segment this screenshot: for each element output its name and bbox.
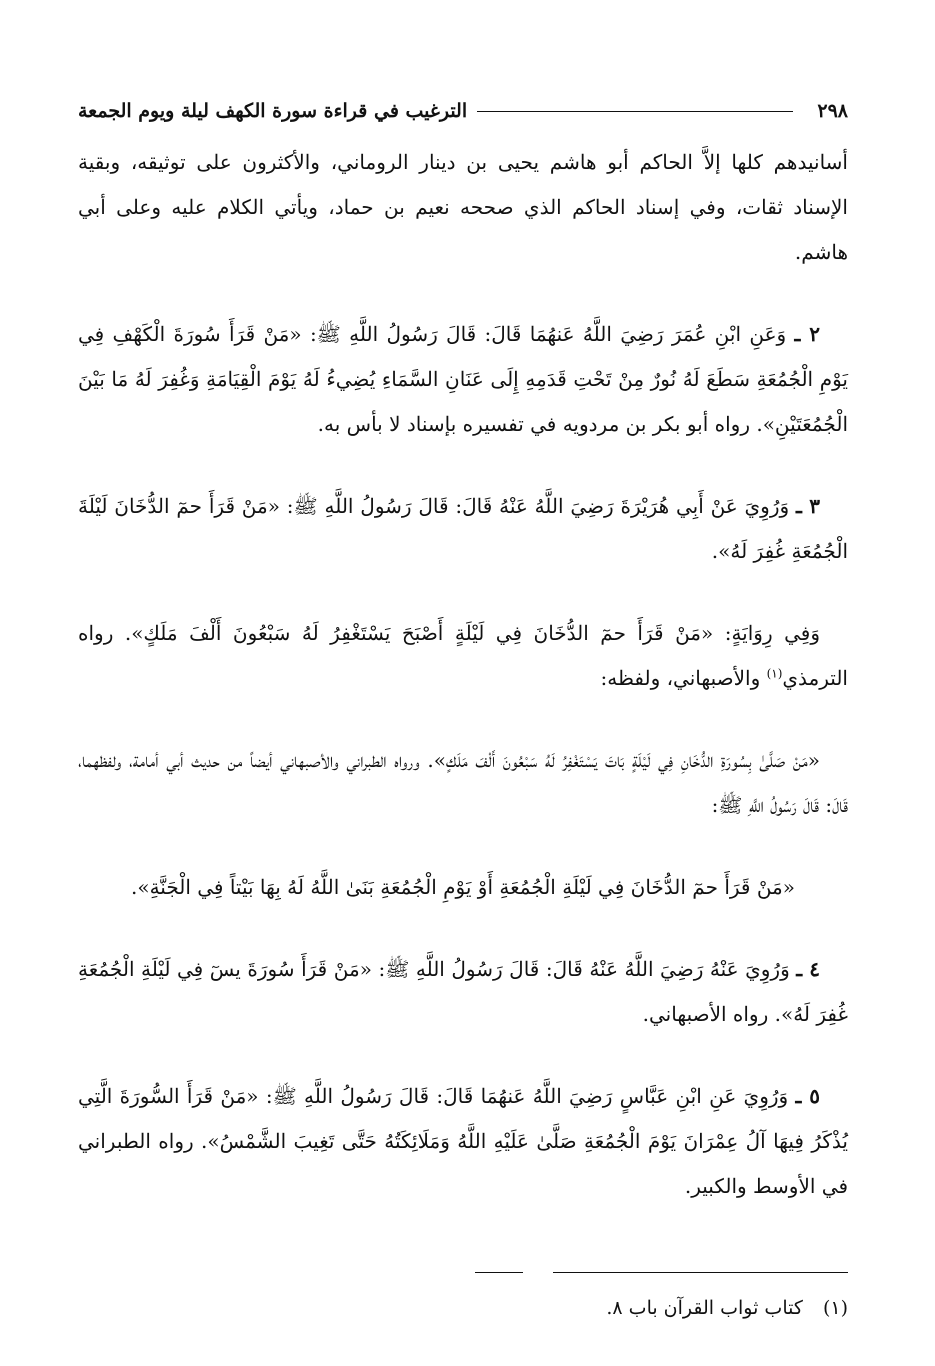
- hadith-text: وَرُوِيَ عَنْهُ رَضِيَ اللَّهُ عَنْهُ قَالَ: قَالَ رَسُولُ اللَّهِ ﷺ: «مَنْ قَرَأَ سُورَةَ يسٓ فِي لَيْلَةِ الْجُمُعَةِ غُفِرَ لَهُ». رواه الأصبهاني.: [78, 957, 848, 1026]
- page-number: ٢٩٨: [817, 100, 848, 122]
- hadith-text: وَرُوِيَ عَنْ أَبِي هُرَيْرَةَ رَضِيَ اللَّهُ عَنْهُ قَالَ: قَالَ رَسُولُ اللَّهِ ﷺ: «مَنْ قَرَأَ حمٓ الدُّخَانَ لَيْلَةَ الْجُمُعَةِ غُفِرَ لَهُ».: [78, 494, 848, 563]
- narration-variant: [78, 611, 848, 701]
- hadith-3: [78, 484, 848, 574]
- footnote: [78, 1290, 848, 1326]
- footnote-text: كتاب ثواب القرآن باب ٨.: [606, 1297, 803, 1319]
- footnote-rule-short: [475, 1272, 523, 1273]
- running-header: [78, 96, 848, 126]
- hadith-2: [78, 312, 848, 447]
- main-text: [78, 140, 848, 1246]
- running-title: الترغيب في قراءة سورة الكهف ليلة ويوم الجمعة: [78, 100, 468, 122]
- footnote-marker: (١): [822, 1297, 848, 1319]
- footnote-rule-long: [553, 1272, 848, 1273]
- header-rule: [477, 111, 793, 112]
- paragraph-continuation: أسانيدهم كلها إلاَّ الحاكم أبو هاشم يحيى بن دينار الروماني، والأكثرون على توثيقه، وبقية الإسناد ثقات، وفي إسناد الحاكم الذي صححه نعيم بن حماد، ويأتي الكلام عليه وعلى أبي هاشم.: [78, 150, 848, 264]
- narration-text-cont: والأصبهاني، ولفظه:: [600, 666, 767, 690]
- hadith-text: وَرُوِيَ عَنِ ابْنِ عَبَّاسٍ رَضِيَ اللَّهُ عَنهُمَا قَالَ: قَالَ رَسُولُ اللَّهِ ﷺ: «مَنْ قَرَأَ السُّورَةَ الَّتِي يُذْكَرُ فِيهَا آلُ عِمْرَانَ يَوْمَ الْجُمُعَةِ صَلَّىٰ عَلَيْهِ اللَّهُ وَمَلَائِكَتُهُ حَتَّى تَغِيبَ الشَّمْسُ». رواه الطبراني في الأوسط والكبير.: [78, 1084, 848, 1198]
- hadith-number: ٤ ـ: [796, 957, 821, 981]
- quoted-narration-centered: «مَنْ قَرَأَ حمٓ الدُّخَانَ فِي لَيْلَةِ الْجُمُعَةِ أَوْ يَوْمِ الْجُمُعَةِ بَنَىٰ اللَّهُ لَهُ بِهَا بَيْتاً فِي الْجَنَّةِ».: [130, 875, 796, 899]
- hadith-5: [78, 1074, 848, 1209]
- hadith-number: ٢ ـ: [794, 322, 820, 346]
- hadith-number: ٣ ـ: [795, 494, 821, 518]
- footnote-reference[interactable]: (١): [766, 666, 783, 681]
- hadith-4: [78, 947, 848, 1037]
- hadith-text: وَعَنِ ابْنِ عُمَرَ رَضِيَ اللَّهُ عَنهُمَا قَالَ: قَالَ رَسُولُ اللَّهِ ﷺ: «مَنْ قَرَأَ سُورَةَ الْكَهْفِ فِي يَوْمِ الْجُمُعَةِ سَطَعَ لَهُ نُورٌ مِنْ تَحْتِ قَدَمِهِ إِلَى عَنَانِ السَّمَاءِ يُضِيءُ لَهُ يَوْمَ الْقِيَامَةِ وَغُفِرَ لَهُ مَا بَيْنَ الْجُمُعَتَيْنِ». رواه أبو بكر بن مردويه في تفسيره بإسناد لا بأس به.: [78, 322, 848, 436]
- footnote-separator: [475, 1272, 848, 1276]
- quoted-narration: «مَنْ صَلَّىٰ بِسُورَةِ الدُّخَانِ فِي لَيْلَةٍ بَاتَ يَسْتَغْفِرُ لَهُ سَبْعُونَ أَلْفَ مَلَكٍ». ورواه الطبراني والأصبهاني أيضاً من حديث أبي أمامة، ولفظهما، قَالَ: قَالَ رَسُولُ اللَّهِ ﷺ:: [78, 748, 848, 817]
- narration-text: وَفِي رِوَايَةٍ: «مَنْ قَرَأَ حمٓ الدُّخَانَ فِي لَيْلَةٍ أَصْبَحَ يَسْتَغْفِرُ لَهُ سَبْعُونَ أَلْفَ مَلَكٍ». رواه الترمذي: [78, 621, 848, 690]
- hadith-number: ٥ ـ: [795, 1084, 821, 1108]
